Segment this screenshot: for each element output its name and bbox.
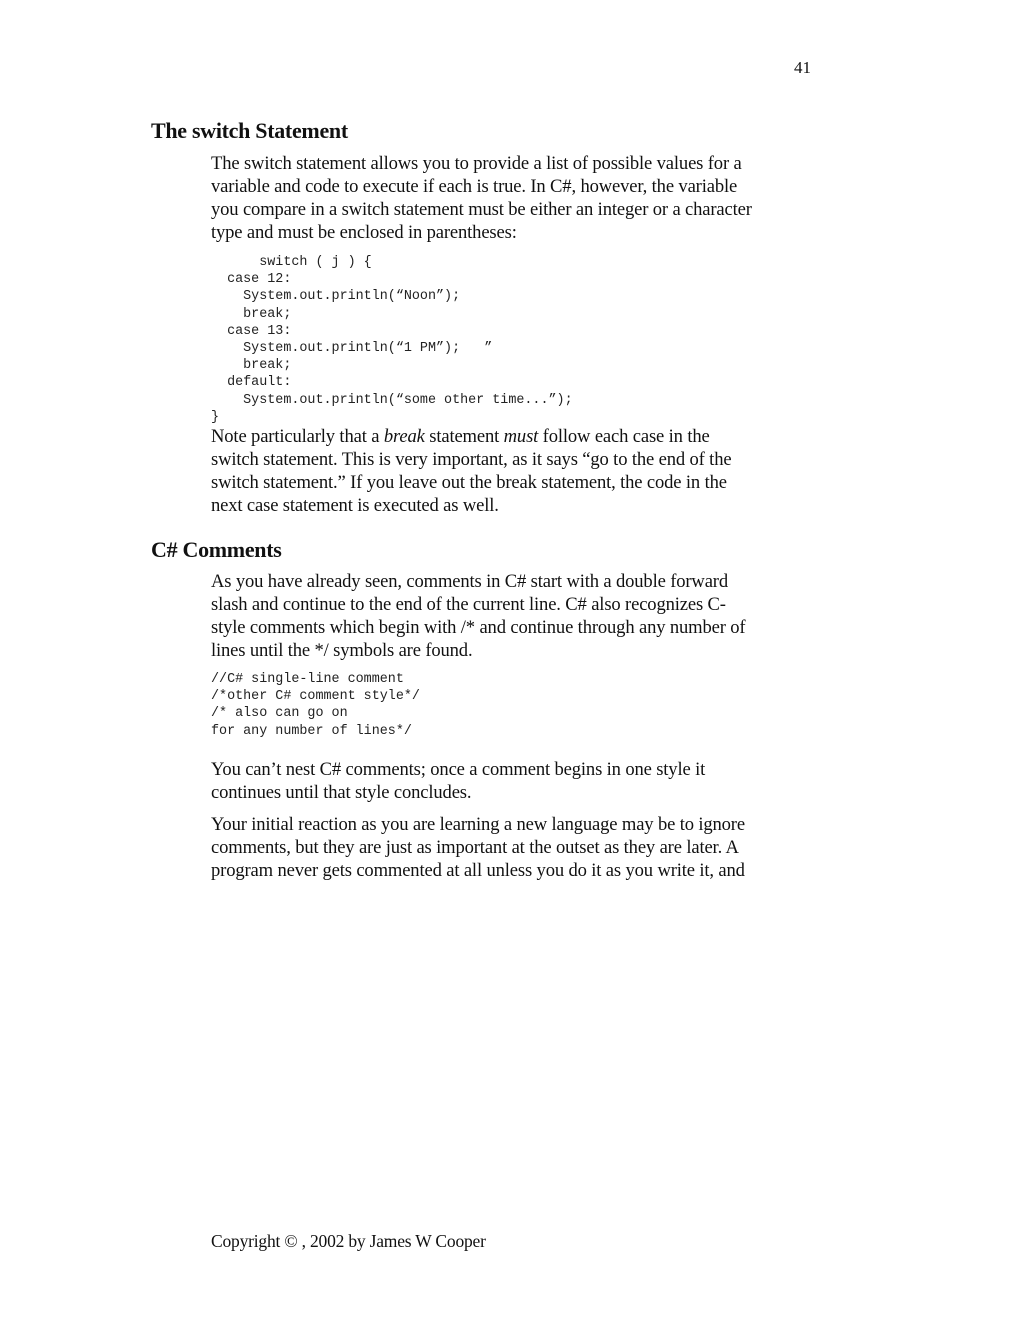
text-line: you compare in a switch statement must be either an integer or a character (211, 199, 752, 220)
code-line: case 12: (211, 272, 292, 288)
text-line: next case statement is executed as well. (211, 495, 499, 516)
copyright-footer: Copyright © , 2002 by James W Cooper (211, 1231, 486, 1251)
text-line: variable and code to execute if each is true. In C#, however, the variable (211, 176, 738, 197)
comments-nest-paragraph (211, 758, 821, 804)
switch-intro-paragraph (211, 152, 821, 244)
switch-code-block (211, 254, 573, 426)
text-run: follow each case in the (538, 426, 710, 447)
code-line: break; (211, 306, 292, 322)
section-heading-comments: C# Comments (151, 537, 282, 562)
code-line: } (211, 409, 220, 425)
text-run: statement (424, 426, 504, 447)
text-line: style comments which begin with /* and continue through any number of (211, 617, 746, 638)
comments-intro-paragraph (211, 570, 821, 662)
text-line: The switch statement allows you to provide a list of possible values for a (211, 153, 742, 174)
code-line: default: (211, 375, 292, 391)
text-run: Note particularly that a (211, 426, 384, 447)
comments-reaction-paragraph (211, 813, 821, 882)
code-line: for any number of lines*/ (211, 723, 412, 739)
code-line: System.out.println(“1 PM”); ” (211, 341, 493, 357)
code-line: switch ( j ) { (211, 255, 372, 270)
text-line: switch statement.” If you leave out the break statement, the code in the (211, 472, 727, 493)
code-line: /*other C# comment style*/ (211, 689, 420, 705)
text-line: program never gets commented at all unless you do it as you write it, and (211, 860, 745, 881)
code-line: case 13: (211, 323, 292, 339)
code-line: System.out.println(“Noon”); (211, 289, 461, 305)
code-line: System.out.println(“some other time...”); (211, 392, 573, 408)
text-line (211, 425, 821, 448)
text-line: Your initial reaction as you are learning a new language may be to ignore (211, 814, 745, 835)
comments-code-block (211, 671, 420, 740)
emphasis-break: break (383, 426, 425, 447)
code-line: break; (211, 358, 292, 374)
text-line: type and must be enclosed in parentheses: (211, 222, 517, 243)
code-line: //C# single-line comment (211, 672, 404, 687)
text-line: switch statement. This is very important, as it says “go to the end of the (211, 449, 732, 470)
text-line: continues until that style concludes. (211, 782, 472, 803)
text-line: comments, but they are just as important at the outset as they are later. A (211, 837, 739, 858)
text-line: slash and continue to the end of the current line. C# also recognizes C- (211, 594, 726, 615)
emphasis-must: must (503, 426, 539, 447)
text-line: lines until the */ symbols are found. (211, 640, 473, 661)
text-line: As you have already seen, comments in C# start with a double forward (211, 571, 728, 592)
text-line: You can’t nest C# comments; once a comment begins in one style it (211, 759, 706, 780)
page-number: 41 (794, 58, 811, 77)
switch-note-paragraph (211, 425, 821, 517)
section-heading-switch: The switch Statement (151, 118, 348, 143)
code-line: /* also can go on (211, 706, 348, 722)
